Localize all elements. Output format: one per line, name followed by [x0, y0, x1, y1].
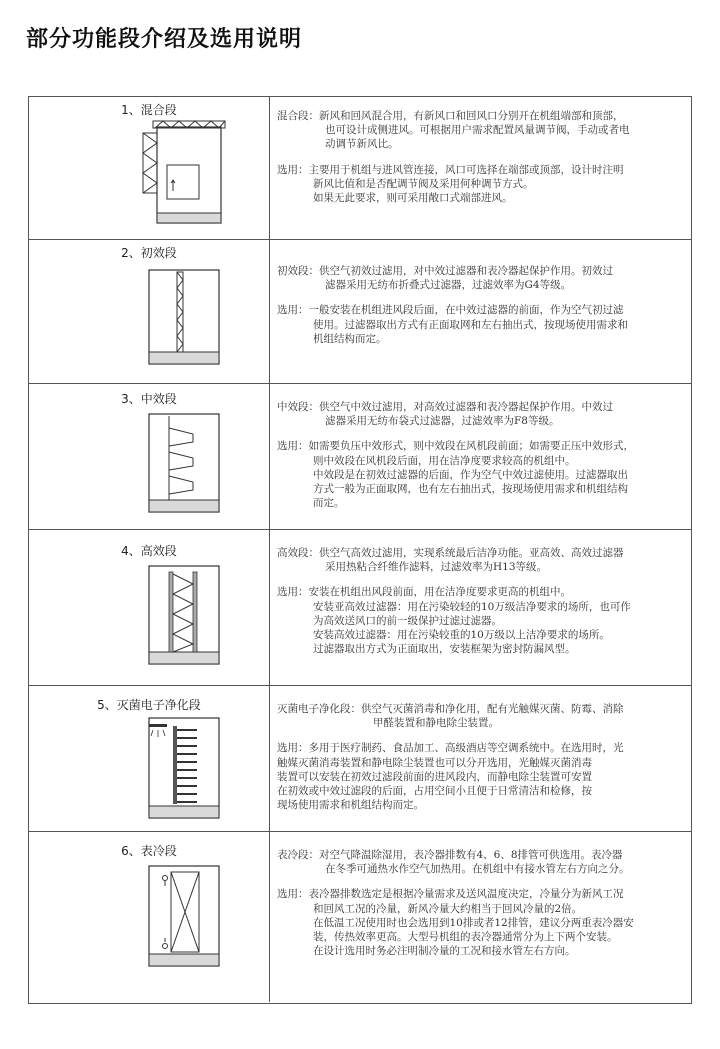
section-title: 1、混合段: [121, 103, 177, 117]
function-section-table: [28, 96, 692, 1004]
desc-line: 灭菌电子净化段：供空气灭菌消毒和净化用，配有光触媒灭菌、防霉、消除: [277, 703, 624, 715]
section-description: [277, 109, 685, 216]
desc-line: 过滤器取出方式为正面取出，安装框架为密封防漏风型。: [313, 643, 576, 656]
section-title: 4、高效段: [121, 544, 177, 558]
section-description: [277, 546, 685, 667]
desc-line: 表冷段：对空气降温除湿用，表冷器排数有4、6、8排管可供选用。表冷器: [277, 849, 623, 861]
section-row-mixing: [29, 97, 691, 240]
section-description: [277, 264, 685, 357]
desc-line: 采用热粘合纤维作滤料，过滤效率为H13等级。: [325, 561, 548, 574]
section-title: 2、初效段: [121, 246, 177, 260]
section-row-sterilization: [29, 686, 691, 832]
desc-line: 装，传热效率更高。大型号机组的表冷器通常分为上下两个安装。: [313, 931, 618, 944]
desc-line: 选用：安装在机组出风段前面，用在洁净度要求更高的机组中。: [277, 586, 571, 599]
section-row-medium-filter: [29, 384, 691, 530]
desc-line: 现场使用需求和机组结构而定。: [277, 799, 424, 812]
high-filter-diagram: [147, 564, 223, 668]
cooling-coil-diagram: [147, 864, 223, 970]
desc-line: 则中效段在风机段后面，用在洁净度要求较高的机组中。: [313, 454, 576, 467]
section-title: 3、中效段: [121, 392, 177, 406]
desc-line: 装置可以安装在初效过滤段前面的进风段内，而静电除尘装置可安置: [277, 770, 592, 783]
sterilization-diagram: [147, 716, 223, 822]
section-row-high-filter: [29, 530, 691, 686]
desc-line: 新风比值和是否配调节阀及采用何种调节方式。: [313, 177, 534, 190]
desc-line: 初效段：供空气初效过滤用，对中效过滤器和表冷器起保护作用。初效过: [277, 265, 613, 277]
desc-line: 而定。: [313, 497, 345, 510]
section-description: [277, 702, 685, 823]
desc-line: 在设计选用时务必注明制冷量的工况和接水管左右方向。: [313, 945, 576, 958]
desc-line: 安装高效过滤器：用在污染较重的10万级以上洁净要求的场所。: [313, 629, 610, 642]
section-description: [277, 848, 685, 969]
desc-line: 在低温工况使用时也会选用到10排或者12排管，建议分两重表冷器安: [313, 916, 634, 929]
mixing-section-diagram: [137, 117, 241, 229]
desc-line: 中效段是在初效过滤器的后面，作为空气中效过滤使用。过滤器取出: [313, 468, 628, 481]
desc-line: 选用：一般安装在机组进风段后面，在中效过滤器的前面，作为空气初过滤: [277, 304, 624, 317]
section-description: [277, 400, 685, 521]
primary-filter-diagram: [147, 268, 223, 368]
desc-line: 选用：表冷器排数选定是根据冷量需求及送风温度决定，冷量分为新风工况: [277, 888, 624, 901]
section-row-cooling-coil: [29, 832, 691, 1002]
desc-line: 也可设计成侧进风。可根据用户需求配置风量调节阀，手动或者电: [325, 124, 630, 137]
desc-line: 在初效或中效过滤段的后面，占用空间小且便于日常清洁和检修，按: [277, 785, 592, 798]
desc-line: 机组结构而定。: [313, 332, 387, 345]
section-title: 5、灭菌电子净化段: [97, 698, 201, 712]
desc-line: 在冬季可通热水作空气加热用。在机组中有接水管左右方向之分。: [325, 863, 630, 876]
desc-line: 选用：主要用于机组与进风管连接，风口可选择在端部或顶部，设计时注明: [277, 163, 624, 176]
page-title: 部分功能段介绍及选用说明: [26, 27, 303, 52]
desc-line: 选用：如需要负压中效形式，则中效段在风机段前面；如需要正压中效形式，: [277, 440, 634, 453]
desc-line: 如果无此要求，则可采用敞口式端部进风。: [313, 192, 513, 205]
desc-line: 滤器采用无纺布袋式过滤器，过滤效率为F8等级。: [325, 415, 560, 428]
desc-line: 选用：多用于医疗制药、食品加工、高级酒店等空调系统中。在选用时，光: [277, 742, 624, 755]
desc-line: 中效段：供空气中效过滤用，对高效过滤器和表冷器起保护作用。中效过: [277, 401, 613, 413]
desc-line: 安装亚高效过滤器：用在污染较轻的10万级洁净要求的场所，也可作: [313, 600, 631, 613]
desc-line: 和回风工况的冷量，新风冷量大约相当于回风冷量的2倍。: [313, 902, 583, 915]
desc-line: 高效段：供空气高效过滤用，实现系统最后洁净功能。亚高效、高效过滤器: [277, 547, 624, 559]
desc-line: 甲醛装置和静电除尘装置。: [373, 717, 499, 730]
medium-filter-diagram: [147, 412, 223, 516]
desc-line: 滤器采用无纺布折叠式过滤器，过滤效率为G4等级。: [325, 279, 572, 292]
desc-line: 为高效送风口的前一级保护过滤过滤器。: [313, 614, 502, 627]
desc-line: 混合段：新风和回风混合用，有新风口和回风口分别开在机组端部和顶部，: [277, 110, 624, 122]
desc-line: 使用。过滤器取出方式有正面取网和左右抽出式，按现场使用需求和: [313, 318, 628, 331]
desc-line: 触媒灭菌消毒装置和静电除尘装置也可以分开选用，光触媒灭菌消毒: [277, 756, 592, 769]
desc-line: 动调节新风比。: [325, 138, 399, 151]
section-title: 6、表冷段: [121, 844, 177, 858]
section-row-primary-filter: [29, 240, 691, 384]
desc-line: 方式一般为正面取网，也有左右抽出式，按现场使用需求和机组结构: [313, 483, 628, 496]
